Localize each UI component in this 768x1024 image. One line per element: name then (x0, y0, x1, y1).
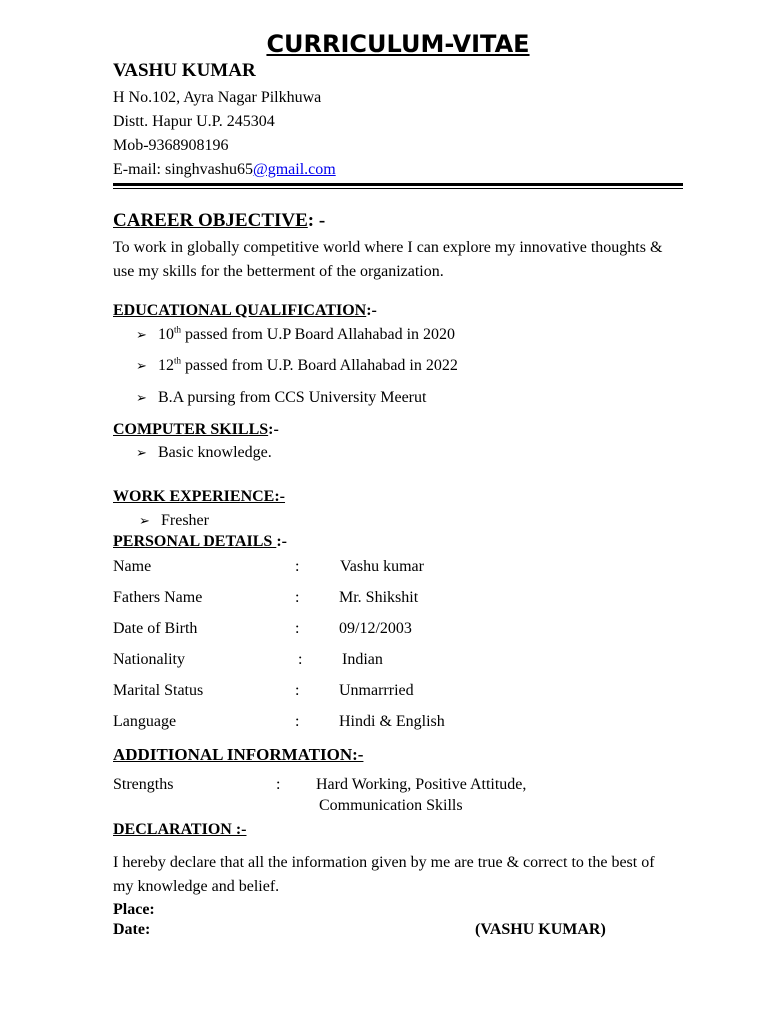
header-divider-thin (113, 188, 683, 189)
separator-colon: : (295, 589, 300, 606)
dob-value: 09/12/2003 (339, 620, 412, 637)
strengths-value-line-2: Communication Skills (319, 797, 463, 814)
language-label: Language (113, 713, 177, 730)
arrow-bullet-icon: ➢ (136, 446, 147, 461)
strengths-value-line-1: Hard Working, Positive Attitude, (316, 776, 527, 793)
mobile-number: Mob-9368908196 (113, 137, 229, 154)
arrow-bullet-icon: ➢ (139, 514, 150, 529)
separator-colon: : (295, 620, 300, 637)
date-label: Date: (113, 921, 151, 938)
work-experience-item: ➢ Fresher (139, 512, 209, 529)
strengths-label: Strengths (113, 776, 174, 793)
separator-colon: : (295, 558, 300, 575)
language-value: Hindi & English (339, 713, 445, 730)
personal-name-label: Name (113, 558, 152, 575)
additional-info-heading: ADDITIONAL INFORMATION:- (113, 745, 364, 764)
personal-name-value: Vashu kumar (340, 558, 424, 575)
education-item: ➢ B.A pursing from CCS University Meerut (136, 389, 427, 406)
separator-colon: : (295, 713, 300, 730)
education-item: ➢ 10th passed from U.P Board Allahabad in 2020 (136, 324, 456, 343)
signature-name: (VASHU KUMAR) (475, 921, 606, 938)
marital-status-label: Marital Status (113, 682, 204, 699)
separator-colon: : (298, 651, 303, 668)
work-experience-heading: WORK EXPERIENCE:- (113, 488, 286, 505)
declaration-heading: DECLARATION :- (113, 821, 247, 838)
education-item: ➢ 12th passed from U.P. Board Allahabad in 2022 (136, 355, 458, 374)
place-label: Place: (113, 901, 155, 918)
separator-colon: : (276, 776, 281, 793)
education-heading: EDUCATIONAL QUALIFICATION:- (113, 302, 377, 319)
career-objective-heading: CAREER OBJECTIVE: - (113, 210, 326, 231)
separator-colon: : (295, 682, 300, 699)
computer-skill-item: ➢ Basic knowledge. (136, 444, 272, 461)
arrow-bullet-icon: ➢ (136, 328, 147, 343)
document-title: CURRICULUM-VITAE (266, 30, 530, 58)
email-prefix: E-mail: singhvashu65 (113, 161, 253, 178)
nationality-label: Nationality (113, 651, 185, 668)
email-line (113, 161, 336, 179)
career-objective-text: To work in globally competitive world where I can explore my innovative thoughts & use my skills for the betterment of the organization. (113, 239, 663, 280)
fathers-name-label: Fathers Name (113, 589, 203, 606)
email-link[interactable]: @gmail.com (252, 161, 336, 178)
fathers-name-value: Mr. Shikshit (339, 589, 419, 606)
computer-skills-heading: COMPUTER SKILLS:- (113, 421, 279, 438)
personal-details-heading: PERSONAL DETAILS :- (113, 533, 287, 550)
address-line-1: H No.102, Ayra Nagar Pilkhuwa (113, 89, 322, 106)
arrow-bullet-icon: ➢ (136, 391, 147, 406)
address-line-2: Distt. Hapur U.P. 245304 (113, 113, 275, 130)
dob-label: Date of Birth (113, 620, 198, 637)
nationality-value: Indian (342, 651, 383, 668)
candidate-name: VASHU KUMAR (113, 60, 256, 81)
header-divider (113, 183, 683, 186)
arrow-bullet-icon: ➢ (136, 359, 147, 374)
declaration-text: I hereby declare that all the information given by me are true & correct to the best of my knowledge and belief. (113, 854, 655, 895)
marital-status-value: Unmarrried (339, 682, 414, 699)
